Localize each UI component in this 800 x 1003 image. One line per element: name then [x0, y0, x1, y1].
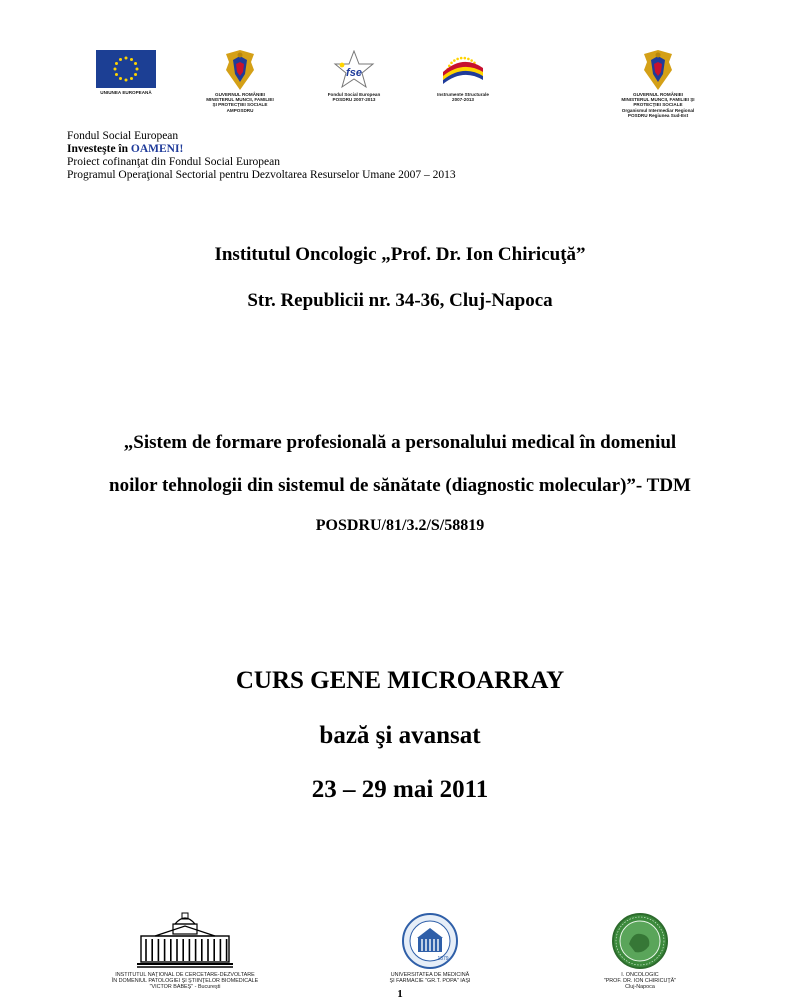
instrumente-structurale-caption: Instrumente Structurale 2007-2013 — [437, 92, 489, 103]
project-code: POSDRU/81/3.2/S/58819 — [315, 517, 485, 534]
gov-romania-caption-2: GUVERNUL ROMÂNIEI MINISTERUL MUNCII, FAMILIEI ŞI PROTECŢIEI SOCIALE Organismul Intermediar Regional POSDRU Regiunea Sud-Est — [621, 92, 695, 118]
gov-romania-logo-1 — [200, 50, 280, 113]
umf-seal-year: 1879 — [437, 956, 449, 962]
course-level: bază şi avansat — [319, 722, 481, 749]
page-number: 1 — [397, 988, 403, 1000]
instrumente-structurale-logo — [428, 50, 498, 102]
institute-building-icon — [135, 910, 235, 968]
victor-babes-caption: INSTITUTUL NAŢIONAL DE CERCETARE-DEZVOLTARE ÎN DOMENIUL PATOLOGIEI ŞI ŞTIINŢELOR BIOMEDICALE "VICTOR BABEŞ" - Bucureşti — [111, 972, 259, 991]
fse-posdru-logo — [316, 50, 392, 102]
fse-posdru-caption: Fondul Social European POSDRU 2007-2013 — [327, 92, 381, 103]
fse-invest-text: Investeşte în — [67, 143, 131, 155]
fse-header-line-3: Proiect cofinanţat din Fondul Social European — [67, 156, 281, 168]
institution-address: Str. Republicii nr. 34-36, Cluj-Napoca — [247, 290, 553, 311]
fse-header-line-4: Programul Operaţional Sectorial pentru Dezvoltarea Resurselor Umane 2007 – 2013 — [67, 169, 456, 181]
gov-romania-logo-2 — [610, 50, 706, 118]
victor-babes-logo — [105, 910, 265, 991]
fse-star-icon — [332, 50, 376, 90]
umf-iasi-caption: UNIVERSITATEA DE MEDICINĂ ŞI FARMACIE "GR.T. POPA" IAŞI — [389, 972, 471, 985]
fse-header — [67, 130, 456, 182]
instrumente-structurale-icon — [439, 50, 487, 90]
gov-romania-caption-1: GUVERNUL ROMÂNIEI MINISTERUL MUNCII, FAMILIEI ŞI PROTECŢIEI SOCIALE AMPOSDRU — [206, 92, 274, 113]
fse-oameni-text: OAMENI! — [130, 143, 184, 155]
course-dates: 23 – 29 mai 2011 — [311, 776, 489, 803]
romania-coat-of-arms-icon — [223, 50, 257, 90]
ioc-caption: I. ONCOLOGIC "PROF. DR. ION CHIRICUŢĂ" Cluj-Napoca — [603, 972, 677, 991]
fse-header-line-1: Fondul Social European — [67, 130, 179, 142]
project-title-line-1: „Sistem de formare profesională a personalului medical în domeniul — [123, 432, 677, 453]
eu-flag-icon — [96, 50, 156, 88]
eu-logo — [88, 50, 164, 95]
umf-iasi-seal-icon — [401, 912, 459, 970]
ioc-seal-icon — [611, 912, 669, 970]
fse-mark: fse — [346, 67, 362, 79]
eu-caption: UNIUNEA EUROPEANĂ — [100, 90, 152, 95]
fse-header-line-2 — [67, 143, 456, 156]
umf-iasi-logo — [370, 912, 490, 984]
ioc-logo — [590, 912, 690, 991]
institution-name: Institutul Oncologic „Prof. Dr. Ion Chiricuţă” — [214, 244, 586, 265]
romania-coat-of-arms-icon — [641, 50, 675, 90]
course-title: CURS GENE MICROARRAY — [235, 667, 565, 694]
project-title-line-2: noilor tehnologii din sistemul de sănătate (diagnostic molecular)”- TDM — [109, 475, 691, 496]
